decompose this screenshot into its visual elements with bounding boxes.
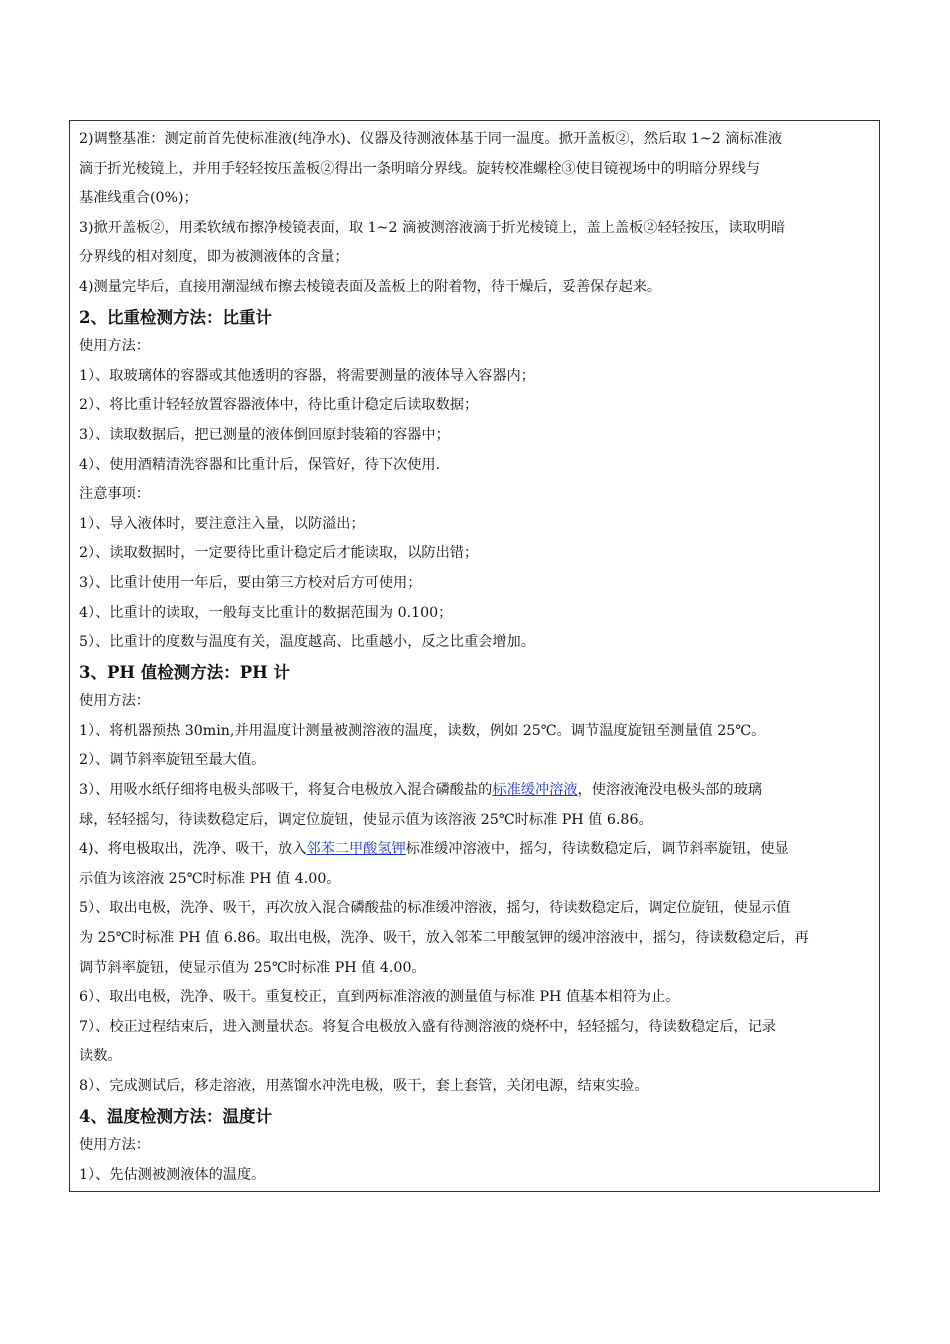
buffer-solution-link[interactable]: 标准缓冲溶液: [492, 782, 578, 799]
section-3-step-7: 7）、校正过程结束后，进入测量状态。将复合电极放入盛有待测溶液的烧杯中，轻轻摇匀，待读数稳定后，记录: [79, 1018, 777, 1035]
section-3-step-3-cont: 球，轻轻摇匀，待读数稳定后，调定位旋钮，使显示值为该溶液 25℃时标准 PH 值 6.86。: [79, 811, 653, 828]
content-frame: [69, 120, 880, 1192]
section-3-step-2: 2）、调节斜率旋钮至最大值。: [79, 752, 266, 769]
calibration-line-4: 3)掀开盖板②，用柔软绒布擦净棱镜表面，取 1~2 滴被测溶液滴于折光棱镜上，盖上盖板②轻轻按压，读取明暗: [79, 219, 786, 236]
section-3-step-8: 8）、完成测试后，移走溶液，用蒸馏水冲洗电极，吸干，套上套管，关闭电源，结束实验。: [79, 1078, 649, 1094]
section-2-note: 5）、比重计的度数与温度有关，温度越高、比重越小，反之比重会增加。: [79, 634, 535, 651]
section-3-step-5-cont: 为 25℃时标准 PH 值 6.86。取出电极，洗净、吸干，放入邻苯二甲酸氢钾的缓冲溶液中，摇匀，待读数稳定后，再: [79, 930, 809, 947]
section-3-step-4-cont: 示值为该溶液 25℃时标准 PH 值 4.00。: [79, 870, 341, 887]
document-body: [79, 125, 872, 1190]
section-2-step: 1）、取玻璃体的容器或其他透明的容器，将需要测量的液体导入容器内；: [79, 367, 535, 384]
section-3-step-5: 5）、取出电极，洗净、吸干，再次放入混合磷酸盐的标准缓冲溶液，摇匀，待读数稳定后，调定位旋钮，使显示值: [79, 900, 791, 917]
section-3-usage-label: 使用方法：: [79, 693, 150, 710]
step-text: 4)、将电极取出，洗净、吸干，放入: [79, 841, 307, 858]
calibration-line-6: 4)测量完毕后，直接用潮湿绒布擦去棱镜表面及盖板上的附着物，待干燥后，妥善保存起来。: [79, 278, 662, 295]
section-2-note: 2）、读取数据时，一定要待比重计稳定后才能读取，以防出错；: [79, 545, 479, 562]
section-2-step: 4）、使用酒精清洗容器和比重计后，保管好，待下次使用.: [79, 456, 441, 473]
section-2-note: 4）、比重计的读取，一般每支比重计的数据范围为 0.100；: [79, 604, 453, 621]
step-text: ，使溶液淹没电极头部的玻璃: [577, 782, 762, 799]
section-4-heading: 4、温度检测方法：温度计: [79, 1106, 272, 1126]
section-2-note: 3）、比重计使用一年后，要由第三方校对后方可使用；: [79, 574, 422, 591]
section-2-heading: 2、比重检测方法：比重计: [79, 307, 272, 327]
calibration-line-5: 分界线的相对刻度，即为被测液体的含量；: [79, 249, 349, 266]
calibration-line-2: 滴于折光棱镜上，并用手轻轻按压盖板②得出一条明暗分界线。旋转校准螺栓③使目镜视场中的明暗分界线与: [79, 160, 761, 177]
step-text: 3）、用吸水纸仔细将电极头部吸干，将复合电极放入混合磷酸盐的: [79, 782, 493, 799]
section-2-usage-label: 使用方法：: [79, 338, 150, 355]
calibration-line-3: 基准线重合(0%)；: [79, 190, 198, 207]
section-3-heading: 3、PH 值检测方法：PH 计: [79, 662, 290, 682]
section-2-notes-label: 注意事项：: [79, 486, 150, 503]
potassium-hydrogen-phthalate-link[interactable]: 邻苯二甲酸氢钾: [306, 841, 406, 858]
section-2-step: 3）、读取数据后，把已测量的液体倒回原封装箱的容器中；: [79, 426, 450, 443]
step-text: 标准缓冲溶液中，摇匀，待读数稳定后，调节斜率旋钮，使显: [405, 841, 789, 858]
section-4-usage-label: 使用方法：: [79, 1137, 150, 1154]
section-2-step: 2）、将比重计轻轻放置容器液体中，待比重计稳定后读取数据；: [79, 397, 479, 414]
section-3-step-4: [79, 835, 872, 865]
calibration-line-1: 2)调整基准：测定前首先使标准液(纯净水)、仪器及待测液体基于同一温度。掀开盖板②，然后取 1~2 滴标准液: [79, 131, 783, 147]
section-3-step-3: [79, 776, 872, 806]
section-3-step-6: 6）、取出电极，洗净、吸干。重复校正，直到两标准溶液的测量值与标准 PH 值基本相符为止。: [79, 989, 680, 1006]
section-3-step-7-cont: 读数。: [79, 1048, 122, 1065]
section-3-step-5-cont: 调节斜率旋钮，使显示值为 25℃时标准 PH 值 4.00。: [79, 959, 426, 976]
section-4-step-1: 1）、先估测被测液体的温度。: [79, 1166, 266, 1183]
section-3-step-1: 1）、将机器预热 30min,并用温度计测量被测溶液的温度，读数，例如 25℃。调节温度旋钮至测量值 25℃。: [79, 722, 766, 739]
section-2-note: 1）、导入液体时，要注意注入量，以防溢出；: [79, 515, 365, 532]
